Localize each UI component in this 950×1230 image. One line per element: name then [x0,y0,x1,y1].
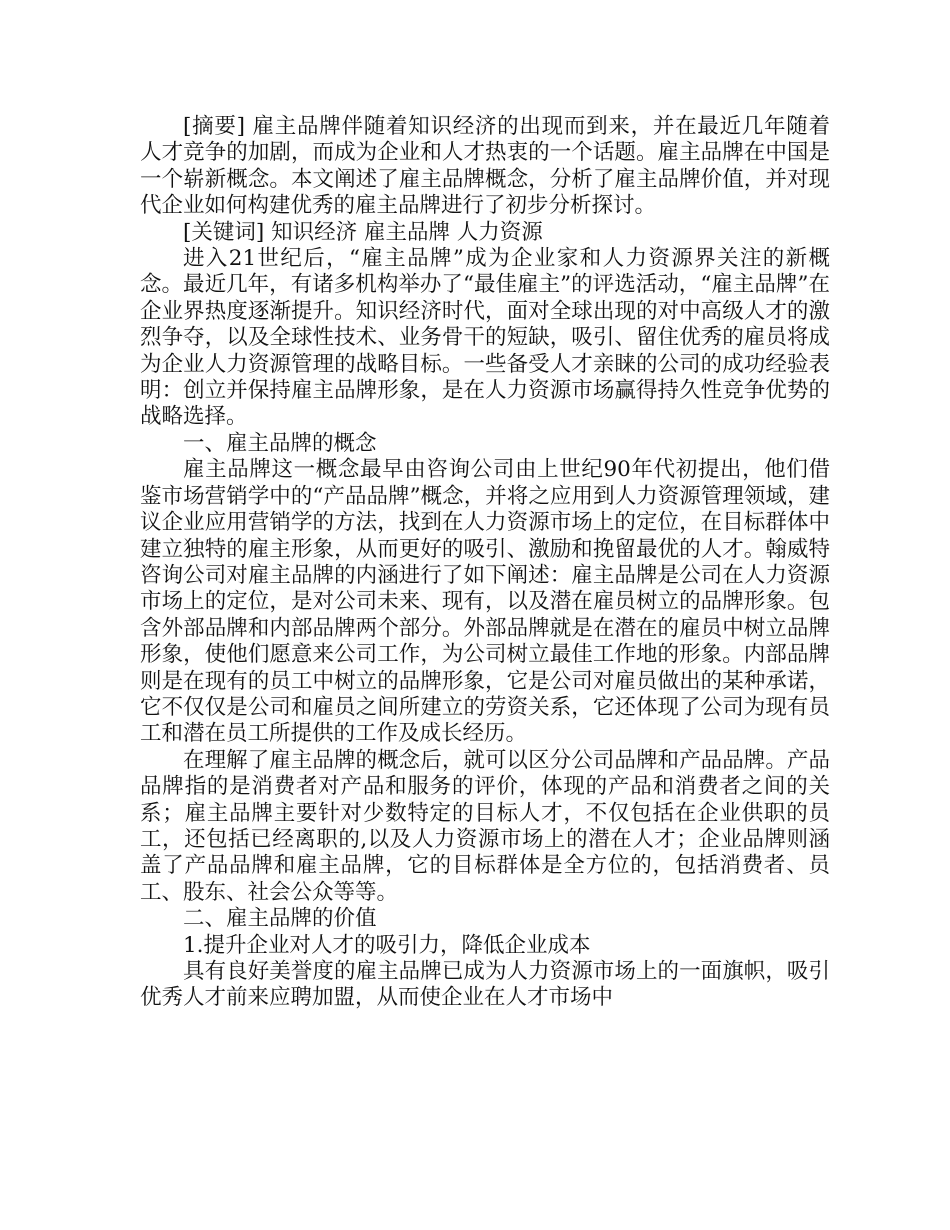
section-heading-concept: 一、雇主品牌的概念 [183,430,377,456]
keywords-paragraph: [关键词] 知识经济 雇主品牌 人力资源 [183,219,543,245]
concept-paragraph: 雇主品牌这一概念最早由咨询公司由上世纪90年代初提出，他们借鉴市场营销学中的“产品品牌”概念，并将之应用到人力资源管理领域，建议企业应用营销学的方法，找到在人力资源市场上的定位，在目标群体中建立独特的雇主形象，从而更好的吸引、激励和挽留最优的人才。翰威特咨询公司对雇主品牌的内涵进行了如下阐述：雇主品牌是公司在人力资源市场上的定位，是对公司未来、现有，以及潜在雇员树立的品牌形象。包含外部品牌和内部品牌两个部分。外部品牌就是在潜在的雇员中树立品牌形象，使他们愿意来公司工作，为公司树立最佳工作地的形象。内部品牌则是在现有的员工中树立的品牌形象，它是公司对雇员做出的某种承诺，它不仅仅是公司和雇员之间所建立的劳资关系，它还体现了公司为现有员工和潜在员工所提供的工作及成长经历。 [140,457,830,747]
attraction-paragraph: 具有良好美誉度的雇主品牌已成为人力资源市场上的一面旗帜，吸引优秀人才前来应聘加盟，从而使企业在人才市场中 [140,959,830,1011]
document-page [140,114,830,1012]
section-heading-value: 二、雇主品牌的价值 [183,906,377,932]
distinction-paragraph: 在理解了雇主品牌的概念后，就可以区分公司品牌和产品品牌。产品品牌指的是消费者对产品和服务的评价，体现的产品和消费者之间的关系；雇主品牌主要针对少数特定的目标人才，不仅包括在企业供职的员工，还包括已经离职的,以及人力资源市场上的潜在人才；企业品牌则涵盖了产品品牌和雇主品牌，它的目标群体是全方位的，包括消费者、员工、股东、社会公众等等。 [140,747,830,905]
abstract-paragraph: [摘要] 雇主品牌伴随着知识经济的出现而到来，并在最近几年随着人才竞争的加剧，而成为企业和人才热衷的一个话题。雇主品牌在中国是一个崭新概念。本文阐述了雇主品牌概念，分析了雇主品牌价值，并对现代企业如何构建优秀的雇主品牌进行了初步分析探讨。 [140,114,830,219]
intro-paragraph: 进入21世纪后，“雇主品牌”成为企业家和人力资源界关注的新概念。最近几年，有诸多机构举办了“最佳雇主”的评选活动，“雇主品牌”在企业界热度逐渐提升。知识经济时代，面对全球出现的对中高级人才的激烈争夺，以及全球性技术、业务骨干的短缺，吸引、留住优秀的雇员将成为企业人力资源管理的战略目标。一些备受人才亲睐的公司的成功经验表明：创立并保持雇主品牌形象，是在人力资源市场赢得持久性竞争优势的战略选择。 [140,246,830,430]
subheading-attraction: 1.提升企业对人才的吸引力，降低企业成本 [183,932,591,958]
